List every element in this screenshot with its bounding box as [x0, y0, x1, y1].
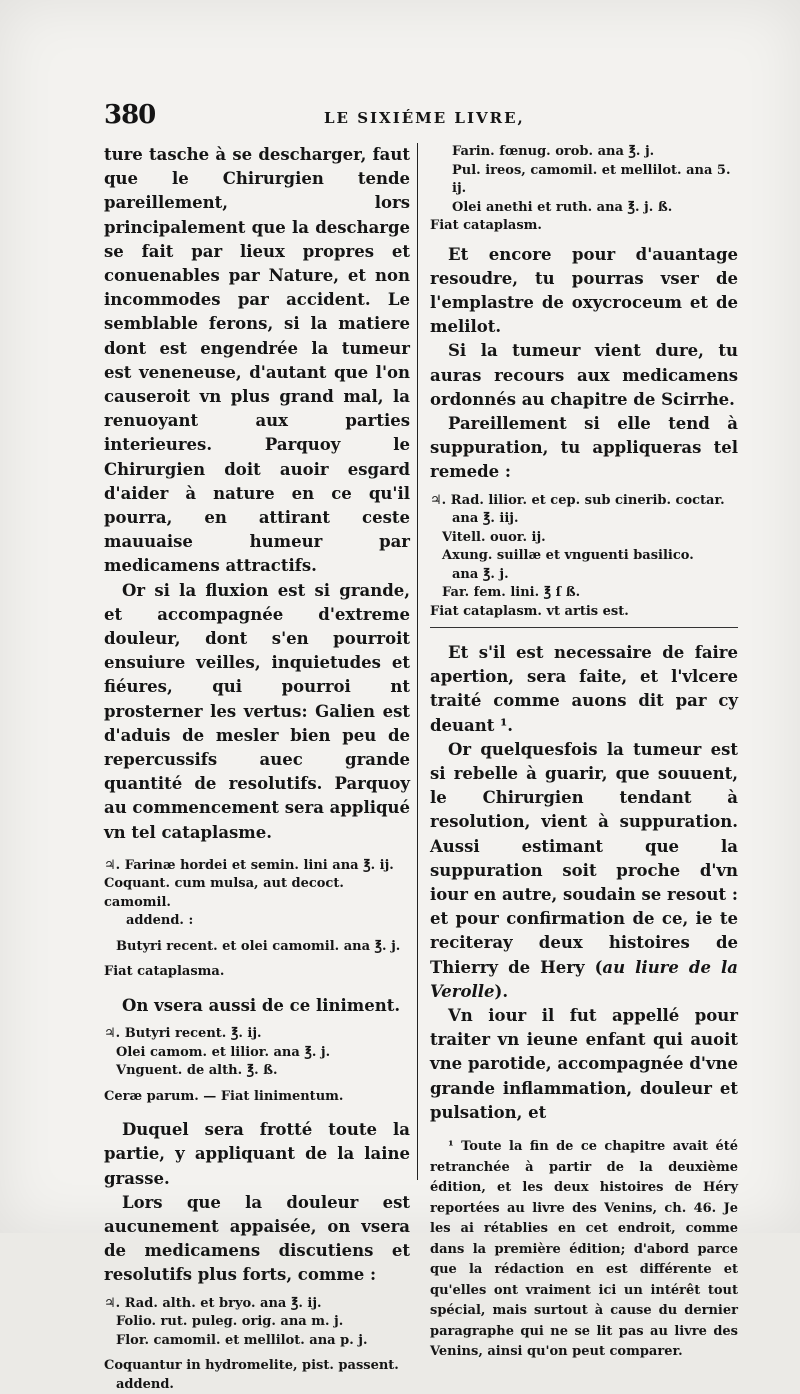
recipe-line: Coquant. cum mulsa, aut decoct. camomil. [104, 876, 344, 910]
running-title: LE SIXIÉME LIVRE, [324, 109, 525, 127]
paragraph: Et encore pour d'auantage resoudre, tu pourras vser de l'emplastre de oxycroceum et de melilot. [430, 244, 738, 337]
recipe-line: addend. : [126, 913, 194, 929]
recipe-block [430, 143, 738, 236]
recipe-line: Far. fem. lini. ℥ ſ ß. [442, 585, 581, 601]
recipe-line: Pul. ireos, camomil. et mellilot. ana 5. ij. [452, 162, 731, 196]
recipe-line: ♃. Rad. alth. et bryo. ana ℥. ij. [104, 1295, 322, 1311]
page-number: 380 [104, 100, 156, 130]
recipe-line: Vnguent. de alth. ℥. ß. [116, 1063, 278, 1079]
recipe-block [104, 857, 410, 982]
right-column [430, 143, 738, 1363]
recipe-line: ♃. Farinæ hordei et semin. lini ana ℥. ij. [104, 857, 394, 873]
paragraph: Duquel sera frotté toute la partie, y appliquant de la laine grasse. [104, 1120, 410, 1188]
paragraph: Si la tumeur vient dure, tu auras recours aux medicamens ordonnés au chapitre de Scirrhe. [430, 341, 738, 409]
recipe-line: Butyri recent. et olei camomil. ana ℥. j. [116, 938, 401, 954]
footnote: ¹ Toute la fin de ce chapitre avait été retranchée à partir de la deuxième édition, et les deux histoires de Héry reportées au livre des Venins, ch. 46. Je les ai rétablies en cet endroit, comme dans la première édition; d'abord parce que la rédaction en est différente et qu'elles ont vraiment ici un intérêt tout spécial, mais surtout à cause du dernier paragraphe qui ne se lit pas au livre des Venins, ainsi qu'on peut comparer. [430, 1139, 738, 1360]
recipe-line: Farin. fœnug. orob. ana ℥. j. [452, 144, 655, 159]
recipe-line: Vitell. ouor. ij. [442, 529, 546, 545]
paragraph: On vsera aussi de ce liniment. [122, 995, 401, 1015]
paragraph: Et s'il est necessaire de faire apertion, sera faite, et l'vlcere traité comme auons dit par cy deuant ¹. [430, 643, 738, 735]
section-rule [430, 627, 738, 628]
recipe-line: Flor. camomil. et mellilot. ana p. j. [116, 1332, 368, 1348]
recipe-line: Fiat cataplasm. vt artis est. [430, 603, 629, 619]
paragraph: Or quelquesfois la tumeur est si rebelle à guarir, que souuent, le Chirurgien tendant à resolution, vient à suppuration. Aussi estimant que la suppuration soit proche d'vn iour en autre, soudain se resout : et pour confirmation de ce, ie te reciteray deux histoires de Thierry de Hery (au liure de la Verolle). [430, 739, 738, 1001]
recipe-block [430, 492, 738, 622]
recipe-line: Folio. rut. puleg. orig. ana m. j. [116, 1314, 344, 1330]
recipe-line: ana ℥. j. [452, 566, 509, 582]
paragraph: Or si la fluxion est si grande, et accompagnée d'extreme douleur, dont s'en pourroit ensuiure veilles, inquietudes et fiéures, qui pourroi nt prosterner les vertus: Galien est d'aduis de mesler bien peu de repercussifs auec grande quantité de resolutifs. Parquoy au commencement sera appliqué vn tel cataplasme. [104, 580, 411, 842]
recipe-line: Coquantur in hydromelite, pist. passent. [104, 1358, 399, 1374]
recipe-line: ana ℥. iij. [452, 511, 519, 527]
recipe-line: Olei anethi et ruth. ana ℥. j. ß. [452, 199, 673, 215]
recipe-block [104, 1025, 410, 1106]
recipe-line: Fiat cataplasma. [104, 964, 225, 980]
page-header [104, 100, 744, 140]
left-column [104, 143, 410, 1394]
paragraph: Pareillement si elle tend à suppuration, tu appliqueras tel remede : [430, 413, 738, 482]
recipe-line: ♃. Butyri recent. ℥. ij. [104, 1026, 262, 1042]
recipe-line: ♃. Rad. lilior. et cep. sub cinerib. coctar. [430, 492, 725, 508]
recipe-line: Ceræ parum. — Fiat linimentum. [104, 1088, 344, 1104]
paragraph: Lors que la douleur est aucunement appaisée, on vsera de medicamens discutiens et resolutifs plus forts, comme : [104, 1192, 410, 1285]
recipe-block [104, 1295, 410, 1394]
recipe-line: Olei camom. et lilior. ana ℥. j. [116, 1044, 331, 1060]
paragraph: Vn iour il fut appellé pour traiter vn ieune enfant qui auoit vne parotide, accompagnée d'vne grande inflammation, douleur et pulsation, et [430, 1006, 738, 1122]
recipe-line: Axung. suillæ et vnguenti basilico. [442, 548, 694, 564]
column-divider [417, 143, 418, 1180]
italic-reference: au liure de la Verolle [430, 957, 738, 1001]
recipe-line: addend. [116, 1376, 174, 1392]
recipe-line: Fiat cataplasm. [430, 218, 542, 233]
paragraph: ture tasche à se descharger, faut que le Chirurgien tende pareillement, lors principalement que la descharge se fait par lieux propres et conuenables par Nature, et non incommodes par accident. Le semblable ferons, si la matiere dont est engendrée la tumeur est veneneuse, d'autant que l'on causeroit vn plus grand mal, la renuoyant aux parties interieures. Parquoy le Chirurgien doit auoir esgard d'aider à nature en ce qu'il pourra, en attirant ceste mauuaise humeur par medicamens attractifs. [104, 145, 410, 576]
